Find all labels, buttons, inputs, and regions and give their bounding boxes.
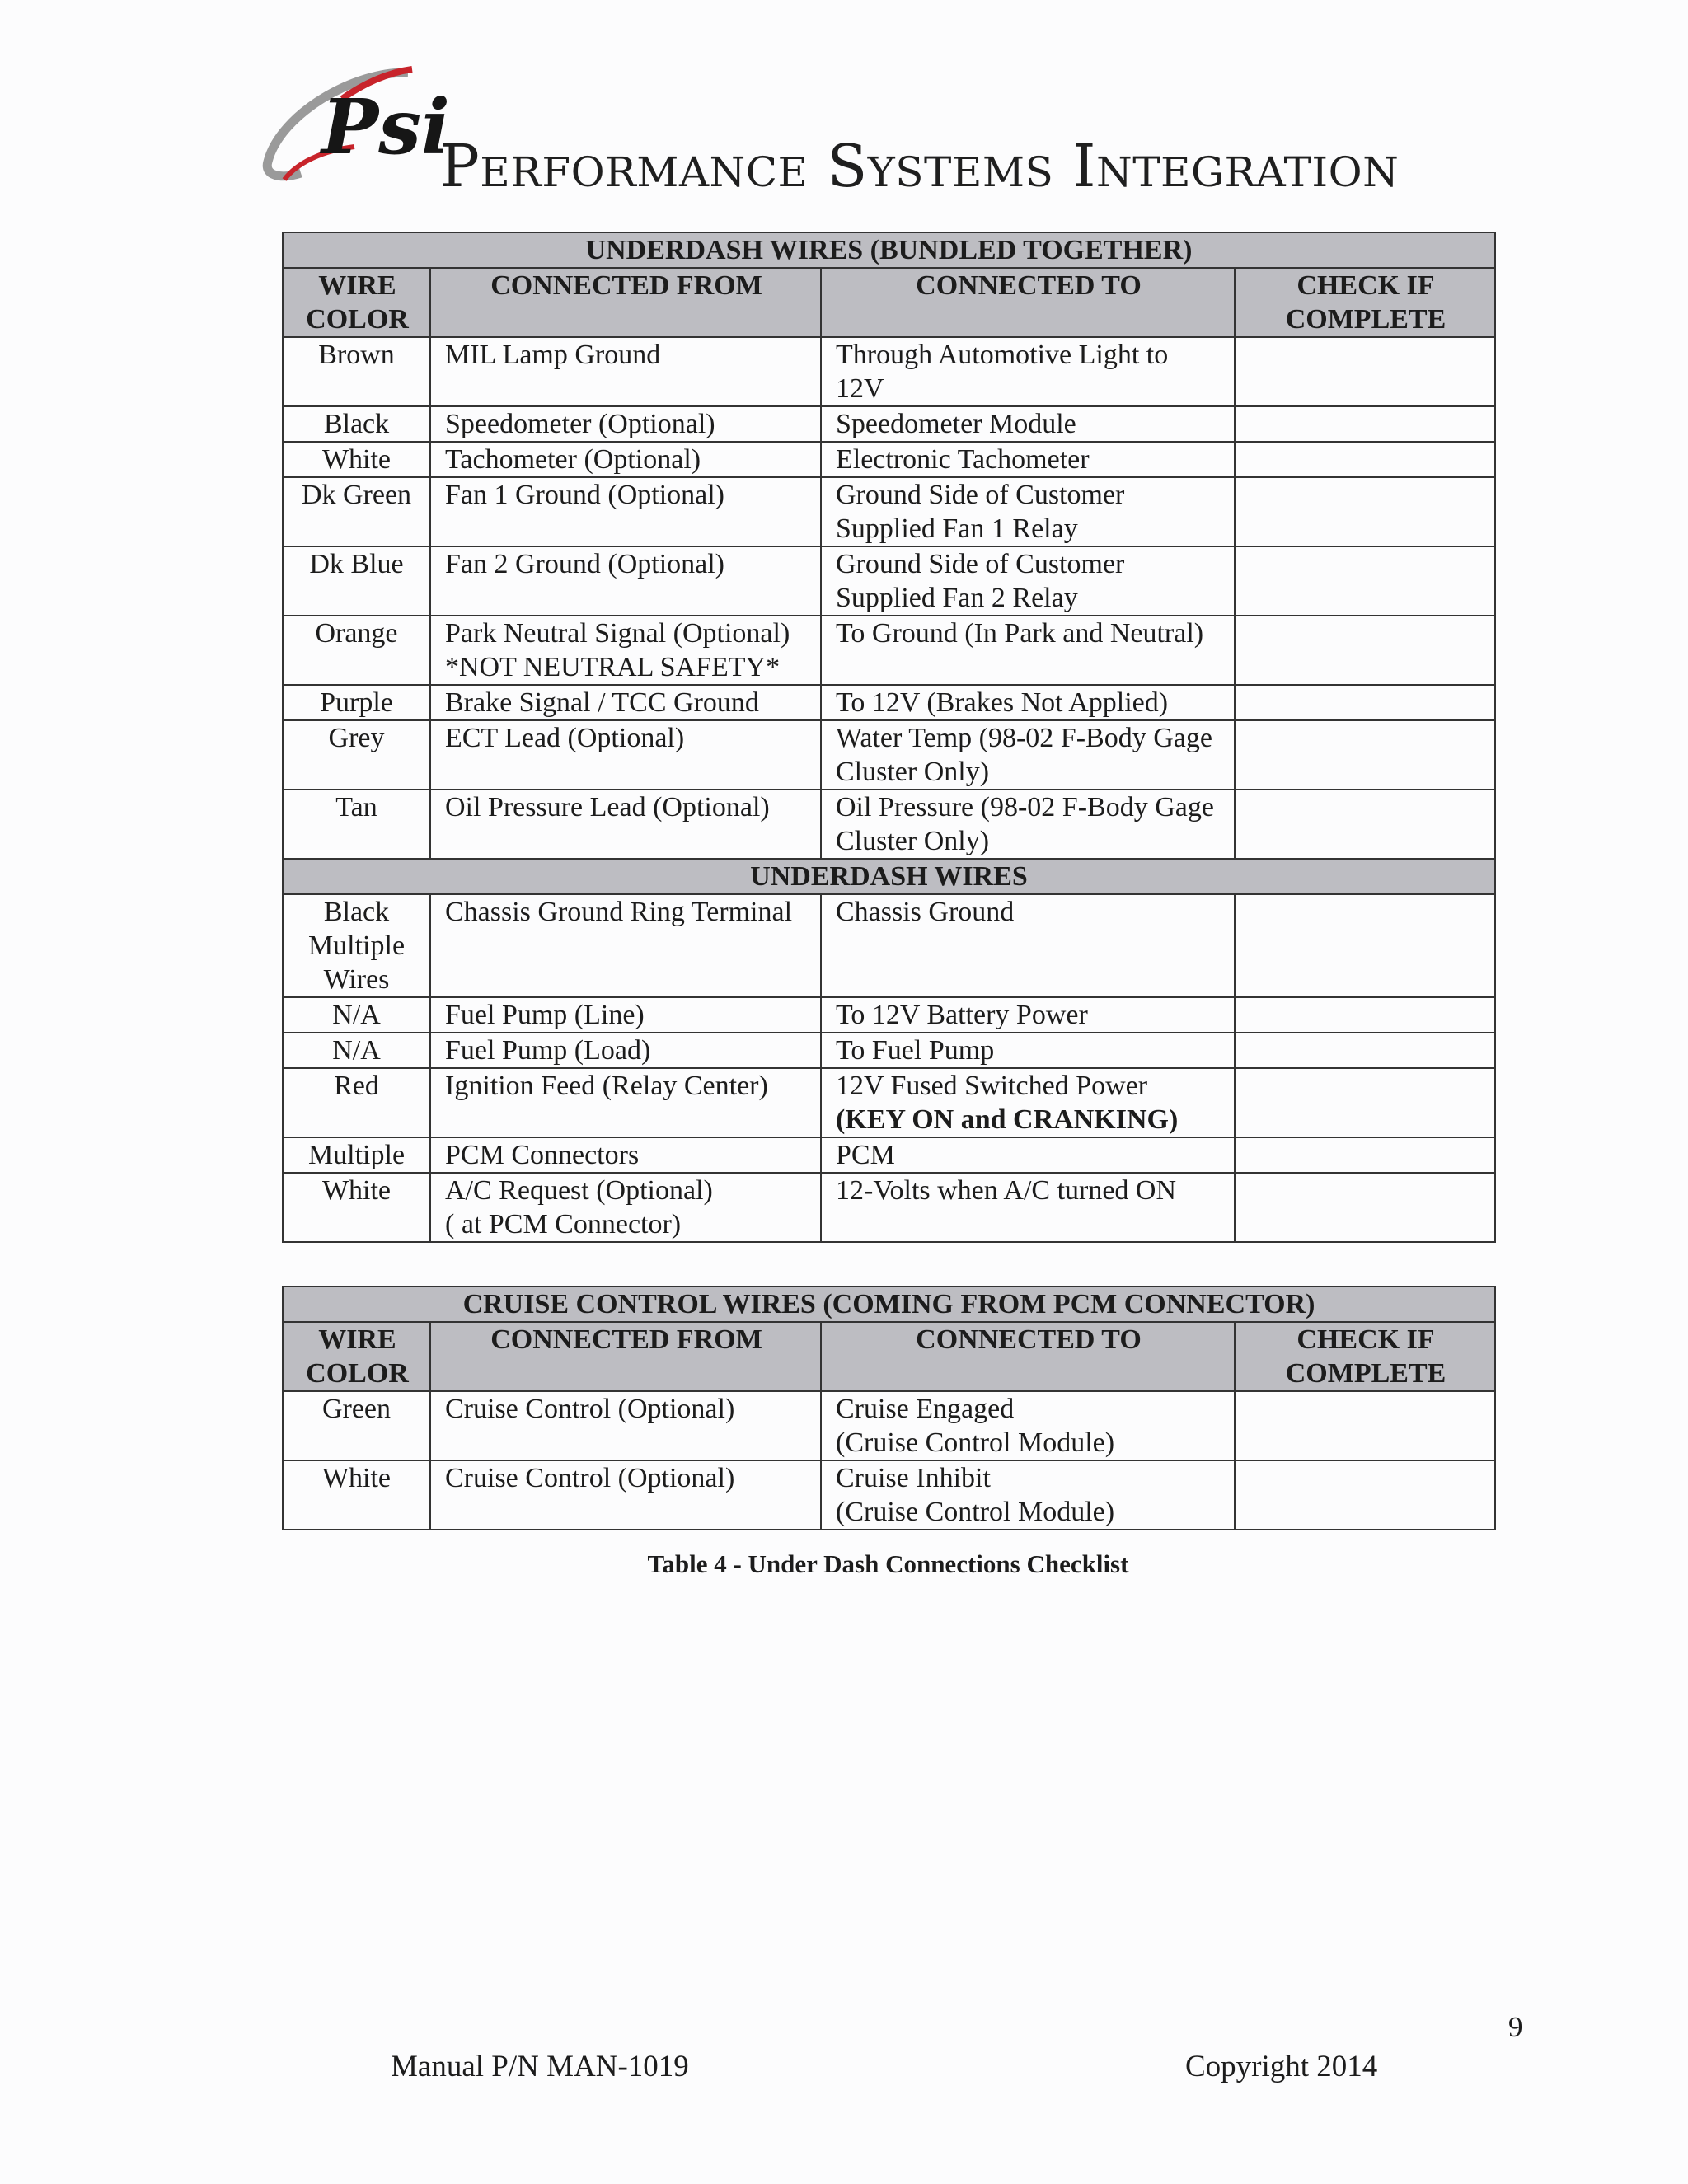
wire-color: White	[283, 442, 430, 477]
connected-to-note: (Cruise Control Module)	[836, 1497, 1115, 1527]
connected-to	[821, 1391, 1235, 1460]
table-header-row	[283, 1322, 1495, 1391]
connected-from: Fuel Pump (Load)	[430, 1033, 821, 1068]
column-header-connected-to: CONNECTED TO	[821, 1322, 1235, 1391]
check-complete-cell[interactable]	[1235, 685, 1495, 720]
connected-to-line: Cruise Inhibit	[836, 1463, 991, 1493]
connected-to: PCM	[821, 1137, 1235, 1173]
wire-color: Green	[283, 1391, 430, 1460]
table-row	[283, 1460, 1495, 1530]
check-complete-cell[interactable]	[1235, 1137, 1495, 1173]
column-header-connected-to: CONNECTED TO	[821, 268, 1235, 337]
connected-from: Fan 2 Ground (Optional)	[430, 546, 821, 616]
connected-from: Ignition Feed (Relay Center)	[430, 1068, 821, 1137]
wire-color: Multiple	[283, 1137, 430, 1173]
wire-color: Purple	[283, 685, 430, 720]
check-complete-cell[interactable]	[1235, 406, 1495, 442]
connected-to: Through Automotive Light to 12V	[821, 337, 1235, 406]
check-complete-cell[interactable]	[1235, 616, 1495, 685]
wire-color: N/A	[283, 997, 430, 1033]
table-title: CRUISE CONTROL WIRES (COMING FROM PCM CONNECTOR)	[283, 1286, 1495, 1322]
table-title: UNDERDASH WIRES (BUNDLED TOGETHER)	[283, 232, 1495, 268]
column-header-connected-from: CONNECTED FROM	[430, 1322, 821, 1391]
connected-to-note: (Cruise Control Module)	[836, 1427, 1115, 1458]
cruise-control-wires-table	[282, 1286, 1496, 1530]
underdash-wires-table	[282, 232, 1496, 1243]
connected-from: Cruise Control (Optional)	[430, 1460, 821, 1530]
column-header-wire-color: WIRE COLOR	[283, 1322, 430, 1391]
connected-from: Oil Pressure Lead (Optional)	[430, 790, 821, 859]
table-row	[283, 1391, 1495, 1460]
connected-from: Speedometer (Optional)	[430, 406, 821, 442]
table-row	[283, 1068, 1495, 1137]
check-complete-cell[interactable]	[1235, 546, 1495, 616]
table-row	[283, 1033, 1495, 1068]
wire-color: Black	[283, 406, 430, 442]
connected-to	[821, 1460, 1235, 1530]
column-header-check-complete: CHECK IF COMPLETE	[1235, 268, 1495, 337]
column-header-wire-color: WIRE COLOR	[283, 268, 430, 337]
page-number: 9	[1508, 2011, 1523, 2043]
connected-to: To Ground (In Park and Neutral)	[821, 616, 1235, 685]
connected-from	[430, 616, 821, 685]
table-row	[283, 720, 1495, 790]
table-row	[283, 685, 1495, 720]
wire-color: Grey	[283, 720, 430, 790]
connected-from: Tachometer (Optional)	[430, 442, 821, 477]
connected-from: Fan 1 Ground (Optional)	[430, 477, 821, 546]
wire-color: Tan	[283, 790, 430, 859]
table-row	[283, 546, 1495, 616]
check-complete-cell[interactable]	[1235, 442, 1495, 477]
check-complete-cell[interactable]	[1235, 997, 1495, 1033]
connected-from	[430, 1173, 821, 1242]
connected-from: Cruise Control (Optional)	[430, 1391, 821, 1460]
company-name: Performance Systems Integration	[440, 132, 1400, 200]
column-header-check-complete: CHECK IF COMPLETE	[1235, 1322, 1495, 1391]
table-header-row	[283, 268, 1495, 337]
connected-from: Chassis Ground Ring Terminal	[430, 894, 821, 997]
wire-color: White	[283, 1460, 430, 1530]
connected-to: Water Temp (98-02 F-Body Gage Cluster Only)	[821, 720, 1235, 790]
table-row	[283, 442, 1495, 477]
connected-to: To Fuel Pump	[821, 1033, 1235, 1068]
connected-from: PCM Connectors	[430, 1137, 821, 1173]
table-row	[283, 477, 1495, 546]
connected-to-line: Cruise Engaged	[836, 1394, 1015, 1424]
connected-from-note: *NOT NEUTRAL SAFETY*	[445, 652, 781, 682]
connected-to-emphasis: (KEY ON and CRANKING)	[836, 1104, 1179, 1135]
column-header-connected-from: CONNECTED FROM	[430, 268, 821, 337]
connected-to: 12-Volts when A/C turned ON	[821, 1173, 1235, 1242]
wire-color: Dk Blue	[283, 546, 430, 616]
connected-from: Brake Signal / TCC Ground	[430, 685, 821, 720]
wire-color: Red	[283, 1068, 430, 1137]
footer-manual-number: Manual P/N MAN-1019	[391, 2050, 689, 2083]
table-row	[283, 337, 1495, 406]
check-complete-cell[interactable]	[1235, 1460, 1495, 1530]
psi-logo	[264, 64, 450, 188]
table-row	[283, 1173, 1495, 1242]
check-complete-cell[interactable]	[1235, 1033, 1495, 1068]
connected-to: Ground Side of Customer Supplied Fan 1 Relay	[821, 477, 1235, 546]
table-caption: Table 4 - Under Dash Connections Checklist	[647, 1549, 1129, 1578]
wire-color: N/A	[283, 1033, 430, 1068]
wire-color: Orange	[283, 616, 430, 685]
check-complete-cell[interactable]	[1235, 1068, 1495, 1137]
check-complete-cell[interactable]	[1235, 337, 1495, 406]
connected-to	[821, 1068, 1235, 1137]
connected-from: ECT Lead (Optional)	[430, 720, 821, 790]
logo-text: Psi	[321, 82, 450, 171]
table-row	[283, 894, 1495, 997]
connected-to: Oil Pressure (98-02 F-Body Gage Cluster Only)	[821, 790, 1235, 859]
wire-color: White	[283, 1173, 430, 1242]
check-complete-cell[interactable]	[1235, 720, 1495, 790]
table-row	[283, 790, 1495, 859]
connected-to: Chassis Ground	[821, 894, 1235, 997]
table-row	[283, 406, 1495, 442]
table-row	[283, 616, 1495, 685]
connected-from-line: Park Neutral Signal (Optional)	[445, 618, 790, 649]
table-row	[283, 997, 1495, 1033]
connected-from: Fuel Pump (Line)	[430, 997, 821, 1033]
connected-to-line: 12V Fused Switched Power	[836, 1071, 1148, 1101]
connected-to: Ground Side of Customer Supplied Fan 2 Relay	[821, 546, 1235, 616]
check-complete-cell[interactable]	[1235, 477, 1495, 546]
table-row	[283, 1137, 1495, 1173]
connected-to: Electronic Tachometer	[821, 442, 1235, 477]
connected-from-note: ( at PCM Connector)	[445, 1209, 682, 1240]
connected-from: MIL Lamp Ground	[430, 337, 821, 406]
footer-copyright: Copyright 2014	[1185, 2050, 1378, 2083]
check-complete-cell[interactable]	[1235, 1391, 1495, 1460]
connected-to: Speedometer Module	[821, 406, 1235, 442]
check-complete-cell[interactable]	[1235, 894, 1495, 997]
connected-to: To 12V Battery Power	[821, 997, 1235, 1033]
wire-color: Brown	[283, 337, 430, 406]
section-title: UNDERDASH WIRES	[283, 859, 1495, 894]
wire-color: Black Multiple Wires	[283, 894, 430, 997]
connected-from-line: A/C Request (Optional)	[445, 1175, 713, 1206]
check-complete-cell[interactable]	[1235, 1173, 1495, 1242]
connected-to: To 12V (Brakes Not Applied)	[821, 685, 1235, 720]
check-complete-cell[interactable]	[1235, 790, 1495, 859]
wire-color: Dk Green	[283, 477, 430, 546]
